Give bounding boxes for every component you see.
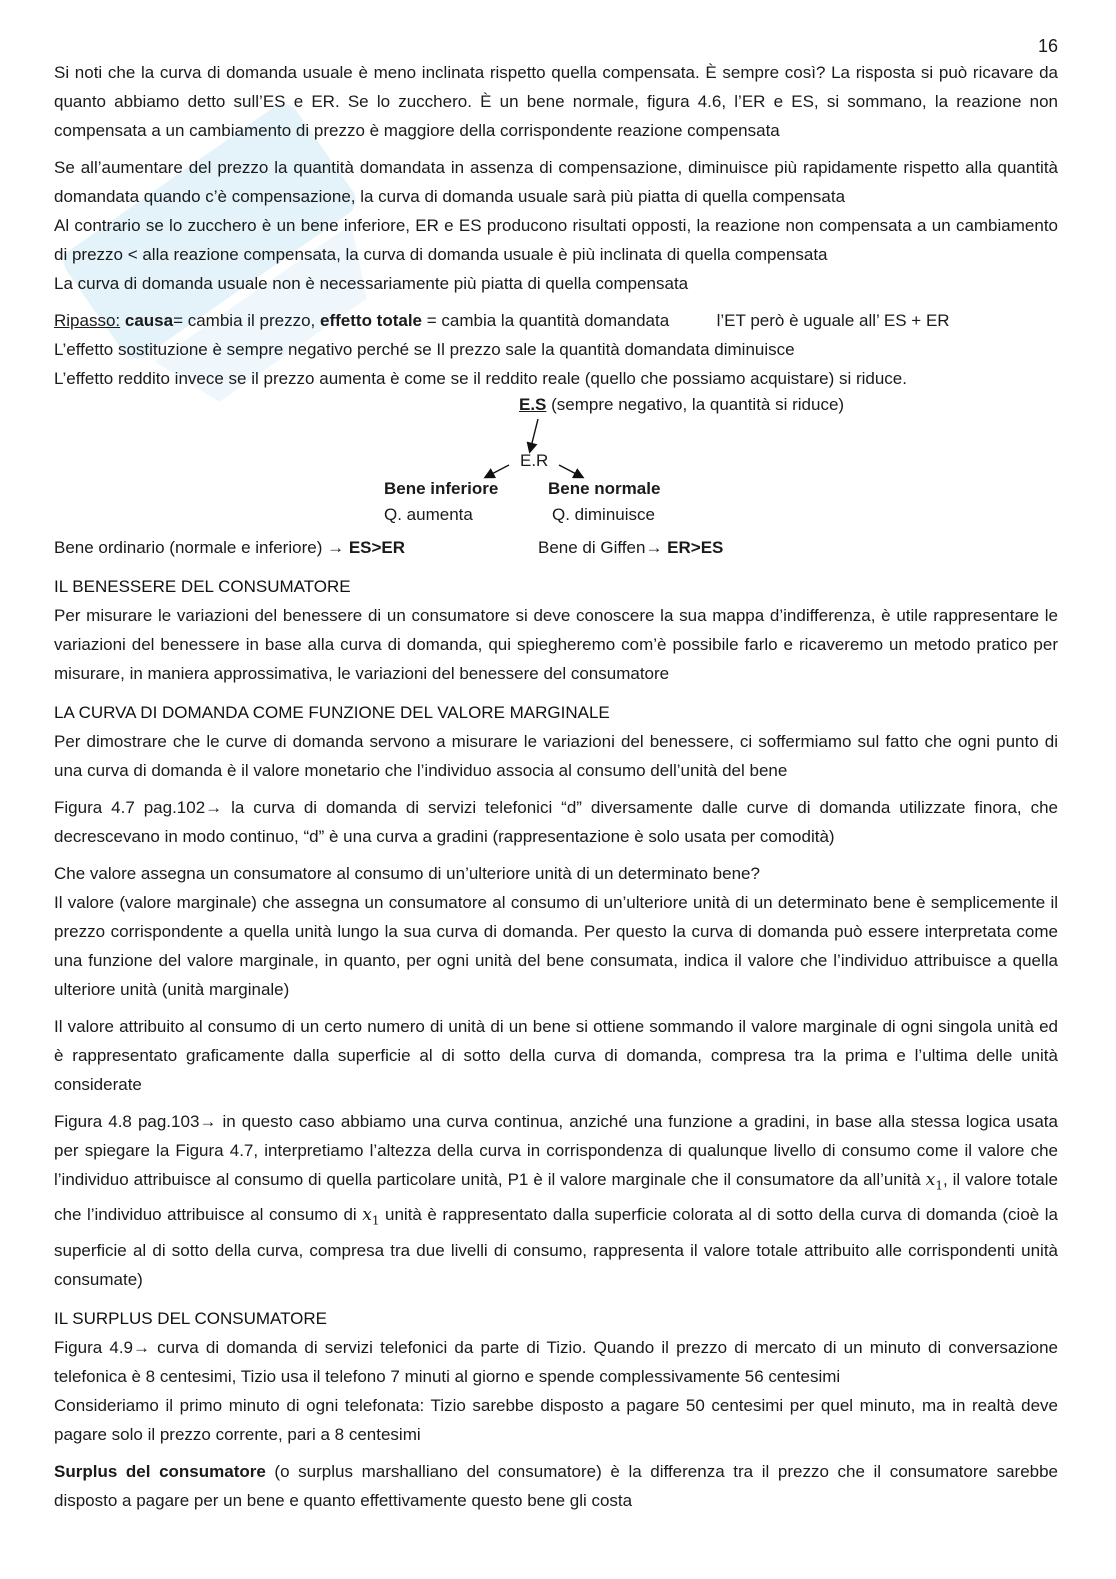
page-content [54, 32, 1058, 1523]
paragraph-inferior: Al contrario se lo zucchero è un bene inferiore, ER e ES producono risultati opposti, la reazione non compensata a un cambiamento di prezzo < alla reazione compensata, la curva di domanda usuale è più inclinata di quella compensata [54, 216, 1058, 264]
math-x1: $x_1$ [362, 1205, 380, 1228]
er-node: E.R [520, 451, 549, 470]
heading-curva: LA CURVA DI DOMANDA COME FUNZIONE DEL VALORE MARGINALE [54, 703, 610, 722]
paragraph-primo-minuto: Consideriamo il primo minuto di ogni telefonata: Tizio sarebbe disposto a pagare 50 centesimi per quel minuto, ma in realtà deve pagare solo il prezzo corrente, pari a 8 centesimi [54, 1395, 1058, 1444]
income-line: L’effetto reddito invece se il prezzo aumenta è come se il reddito reale (quello che possiamo acquistare) si riduce. [54, 369, 907, 388]
bene-ordinario: Bene ordinario (normale e inferiore) → ES>ER [54, 538, 406, 557]
arrow-icon: → [327, 538, 345, 557]
er-to-normale-arrow [559, 465, 582, 477]
er-to-inferiore-arrow [486, 465, 509, 477]
surplus-term: Surplus del consumatore [54, 1461, 266, 1481]
paragraph-intro: Si noti che la curva di domanda usuale è meno inclinata rispetto quella compensata. È sempre così? La risposta si può ricavare da quanto abbiamo detto sull’ES e ER. Se lo zucchero. È un bene normale, figura 4.6, l’ER e ES, si sommano, la reazione non compensata a un cambiamento di prezzo è maggiore della corrispondente reazione compensata [54, 63, 1058, 140]
heading-surplus: IL SURPLUS DEL CONSUMATORE [54, 1308, 328, 1328]
heading-benessere: IL BENESSERE DEL CONSUMATORE [54, 577, 351, 596]
bene-giffen: Bene di Giffen→ ER>ES [538, 538, 724, 557]
causa-term: causa [124, 311, 174, 330]
bene-inferiore-title: Bene inferiore [384, 479, 499, 498]
substitution-line: L’effetto sostituzione è sempre negativo perché se Il prezzo sale la quantità domandata diminuisce [54, 340, 795, 359]
effects-diagram [54, 393, 1058, 533]
paragraph-fig48: Figura 4.8 pag.103→ in questo caso abbiamo una curva continua, anziché una funzione a gradini, in base alla stessa logica usata per spiegare la Figura 4.7, interpretiamo l’altezza della curva in corrispondenza di qualunque livello di consumo come il valore che l’individuo attribuisce al consumo di quella particolare unità, P1 è il valore marginale che il consumatore da all’unità $x_1$, il valore totale che l’individuo attribuisce al consumo di $x_1$ unità è rappresentato dalla superficie colorata al di sotto della curva di domanda (cioè la superficie al di sotto della curva, compresa tra due livelli di consumo, rappresenta il valore totale attribuito alle corrispondenti unità consumate) [54, 1112, 1059, 1289]
causa-text: = cambia il prezzo, [173, 311, 321, 330]
effetto-text: = cambia la quantità domandata [422, 311, 670, 330]
paragraph-note: La curva di domanda usuale non è necessariamente più piatta di quella compensata [54, 274, 689, 293]
bene-normale-title: Bene normale [548, 479, 661, 498]
paragraph-valore-attribuito: Il valore attribuito al consumo di un certo numero di unità di un bene si ottiene sommando il valore marginale di ogni singola unità ed è rappresentato graficamente dalla superficie al di sotto della curva di domanda, compresa tra la prima e l’ultima delle unità considerate [54, 1017, 1058, 1094]
ripasso-label: Ripasso: [54, 311, 121, 330]
paragraph-curva: Per dimostrare che le curve di domanda servono a misurare le variazioni del benessere, ci soffermiamo sul fatto che ogni punto di una curva di domanda è il valore monetario che l’individuo associa al consumo dell’unità del bene [54, 732, 1058, 780]
bene-inferiore-sub: Q. aumenta [384, 505, 473, 524]
paragraph-fig47: Figura 4.7 pag.102→ la curva di domanda di servizi telefonici “d” diversamente dalle curve di domanda utilizzate finora, che decrescevano in modo continuo, “d” è una curva a gradini (rappresentazione è solo usata per comodità) [54, 798, 1058, 846]
paragraph-benessere: Per misurare le variazioni del benessere di un consumatore si deve conoscere la sua mappa d’indifferenza, è utile rappresentare le variazioni del benessere in base alla curva di domanda, qui spiegheremo com’è possibile farlo e ricaveremo un metodo pratico per misurare, in maniera approssimativa, le variazioni del benessere del consumatore [54, 606, 1058, 683]
paragraph-flatter: Se all’aumentare del prezzo la quantità domandata in assenza di compensazione, diminuisce più rapidamente rispetto alla quantità domandata quando c’è compensazione, la curva di domanda usuale sarà più piatta di quella compensata [54, 158, 1058, 206]
paragraph-fig49: Figura 4.9→ curva di domanda di servizi telefonici da parte di Tizio. Quando il prezzo di mercato di un minuto di conversazione telefonica è 8 centesimi, Tizio usa il telefono 7 minuti al giorno e spende complessivamente 56 centesimi [54, 1337, 1058, 1386]
math-x1: $x_1$ [925, 1170, 943, 1193]
bene-normale-sub: Q. diminuisce [552, 505, 655, 524]
es-to-er-arrow [530, 419, 538, 451]
paragraph-surplus-def: Surplus del consumatore (o surplus marshalliano del consumatore) è la differenza tra il prezzo che il consumatore sarebbe disposto a pagare per un bene e quanto effettivamente questo bene gli costa [54, 1461, 1059, 1510]
es-node: E.S (sempre negativo, la quantità si riduce) [519, 395, 845, 414]
paragraph-valore-marginale: Il valore (valore marginale) che assegna un consumatore al consumo di un’ulteriore unità di un determinato bene è semplicemente il prezzo corrispondente a quella unità lungo la sua curva di domanda. Per questo la curva di domanda può essere interpretata come una funzione del valore marginale, in quanto, per ogni unità del bene consumata, indica il valore che l’individuo attribuisce a quella ulteriore unità (unità marginale) [54, 893, 1058, 999]
page-number: 16 [1037, 36, 1058, 56]
effetto-term: effetto totale [320, 311, 423, 330]
paragraph-question: Che valore assegna un consumatore al consumo di un’ulteriore unità di un determinato bene? [54, 864, 760, 883]
goods-comparison [54, 533, 1058, 562]
et-text: l’ET però è uguale all’ ES + ER [716, 311, 950, 330]
ripasso-line [54, 306, 1058, 335]
arrow-icon: → [645, 538, 663, 557]
